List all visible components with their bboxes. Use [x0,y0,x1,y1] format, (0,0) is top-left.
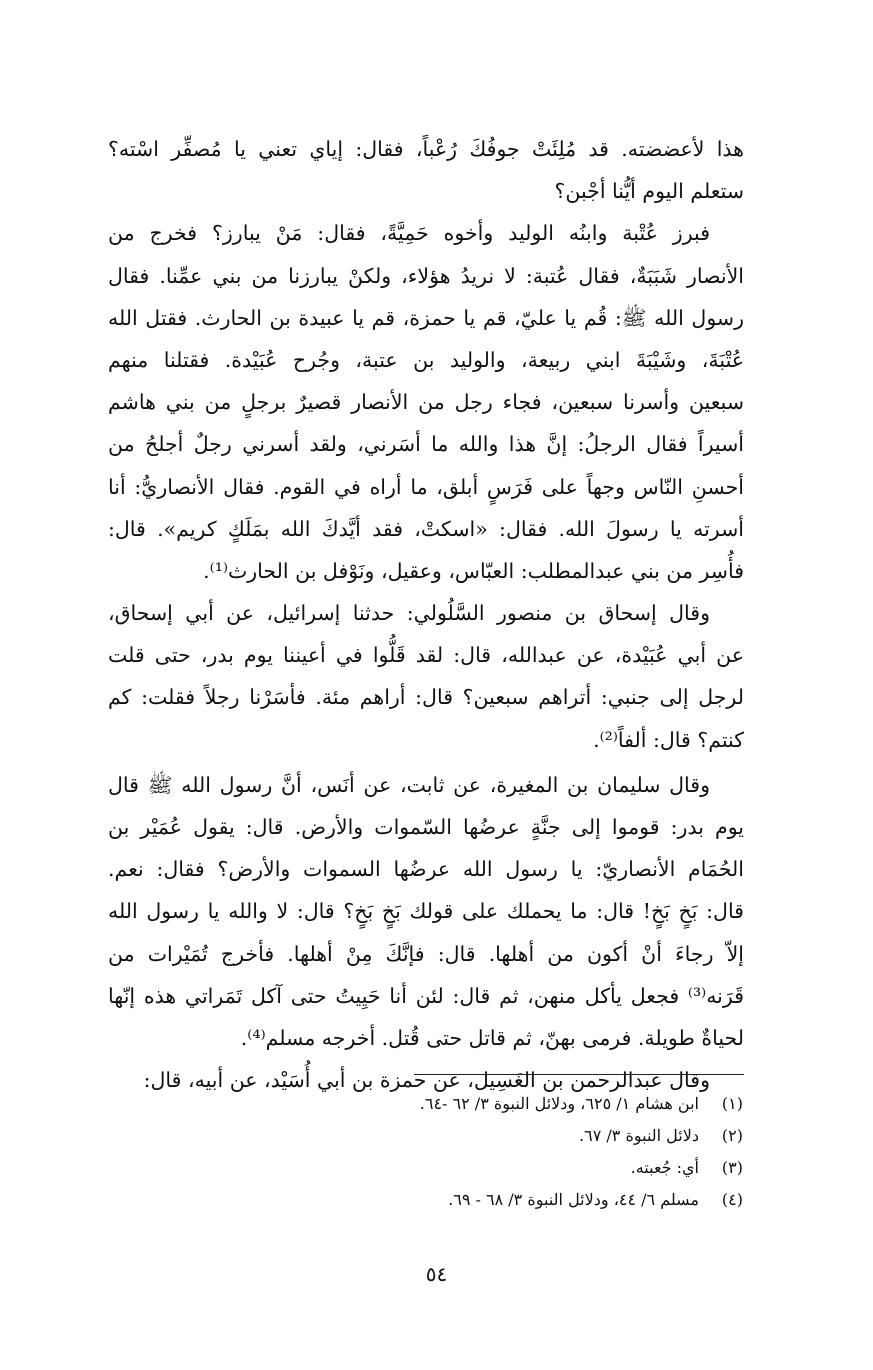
text-line: سبعين وأسرنا سبعين، فجاء رجل من الأنصار قصيرٌ برجلٍ من بني هاشم [108,390,744,415]
footnote-divider [414,1074,744,1075]
text-line: عُتْبَةَ، وشَيْبَةَ ابني ربيعة، والوليد بن عتبة، وجُرح عُبَيْدة. فقتلنا منهم [108,347,744,372]
footnotes [143,1088,743,1216]
text-line: عن أبي عُبَيْدة، عن عبدالله، قال: لقد قَلُّوا في أعيننا يوم بدر، حتى قلت [108,643,744,668]
footnote-number: (٣) [721,1158,743,1177]
text-line: أسيراً فقال الرجلُ: إنَّ هذا والله ما أسَرني، ولقد أسرني رجلٌ أجلحُ من [108,432,744,457]
footnote-text: ابن هشام ١/ ٦٢٥، ودلائل النبوة ٣/ ٦٢ -٦٤. [419,1094,699,1113]
text-line: رسول الله ﷺ: قُم يا عليّ، قم يا حمزة، قم يا عبيدة بن الحارث. فقتل الله [108,305,744,330]
text-line: لحياةٌ طويلة. فرمى بهنّ، ثم قاتل حتى قُتل. أخرجه مسلم⁽⁴⁾. [240,1025,744,1050]
text-line: ستعلم اليوم أيُّنا أجْبن؟ [554,179,744,204]
footnote [143,1184,743,1216]
footnote [143,1120,743,1152]
footnote-number: (٤) [721,1190,743,1209]
text-line: وقال عبدالرحمن بن الغَسِيل، عن حمزة بن أبي أُسَيْد، عن أبيه، قال: [143,1068,710,1093]
page-number: ٥٤ [425,1262,448,1286]
text-line: الحُمَام الأنصاريّ: يا رسول الله عرضُها السموات والأرض؟ فقال: نعم. [108,857,744,882]
text-line: أسرته يا رسولَ الله. فقال: «اسكتْ، فقد أيَّدكَ الله بمَلَكٍ كريم». قال: [108,516,744,541]
text-line: وقال إسحاق بن منصور السَّلُولي: حدثنا إسرائيل، عن أبي إسحاق، [108,601,710,626]
text-line: فأُسِر من بني عبدالمطلب: العبّاس، وعقيل، ونَوْفل بن الحارث⁽¹⁾. [203,558,744,583]
text-line: وقال سليمان بن المغيرة، عن ثابت، عن أنَس، أنَّ رسول الله ﷺ قال [108,772,710,797]
text-line: كنتم؟ قال: ألفاً⁽²⁾. [593,727,744,752]
text-line: أحسنِ النّاس وجهاً على فَرَسٍ أبلق، ما أراه في القوم. فقال الأنصاريُّ: أنا [108,474,744,499]
footnote-number: (٢) [721,1126,743,1145]
main-text [108,128,744,1101]
footnote [143,1152,743,1184]
text-line: الأنصار شَبَبَةٌ، فقال عُتبة: لا نريدُ هؤلاء، ولكنْ يبارزنا من بني عمِّنا. فقال [108,263,744,288]
text-line: قَرَنه⁽³⁾ فجعل يأكل منهن، ثم قال: لئن أنا حَيِيتُ حتى آكل تَمَراتي هذه إنّها [108,983,744,1008]
text-line: يوم بدر: قوموا إلى جنَّةٍ عرضُها السّموات والأرض. قال: يقول عُمَيْر بن [108,815,744,839]
footnote [143,1088,743,1120]
footnote-text: مسلم ٦/ ٤٤، ودلائل النبوة ٣/ ٦٨ - ٦٩. [448,1190,699,1209]
text-line: إلاّ رجاءَ أنْ أكون من أهلها. قال: فإنَّكَ مِنْ أهلها. فأخرج تُمَيْرات من [108,941,744,966]
footnote-number: (١) [721,1094,743,1113]
footnote-text: أي: جُعبته. [630,1158,699,1177]
text-line: هذا لأعضضته. قد مُلِئَتْ جوفُكَ رُعْباً، فقال: إياي تعني يا مُصفِّر اسْته؟ [108,137,744,161]
text-line: لرجل إلى جنبي: أتراهم سبعين؟ قال: أراهم مئة. فأسَرْنا رجلاً فقلت: كم [108,685,744,710]
footnote-text: دلائل النبوة ٣/ ٦٧. [579,1126,699,1145]
text-line: قال: بَخٍ بَخٍ! قال: ما يحملك على قولك بَخٍ بَخٍ؟ قال: لا والله يا رسول الله [108,899,744,924]
text-line: فبرز عُتْبة وابنُه الوليد وأخوه حَمِيَّةً، فقال: مَنْ يبارز؟ فخرج من [108,221,710,246]
